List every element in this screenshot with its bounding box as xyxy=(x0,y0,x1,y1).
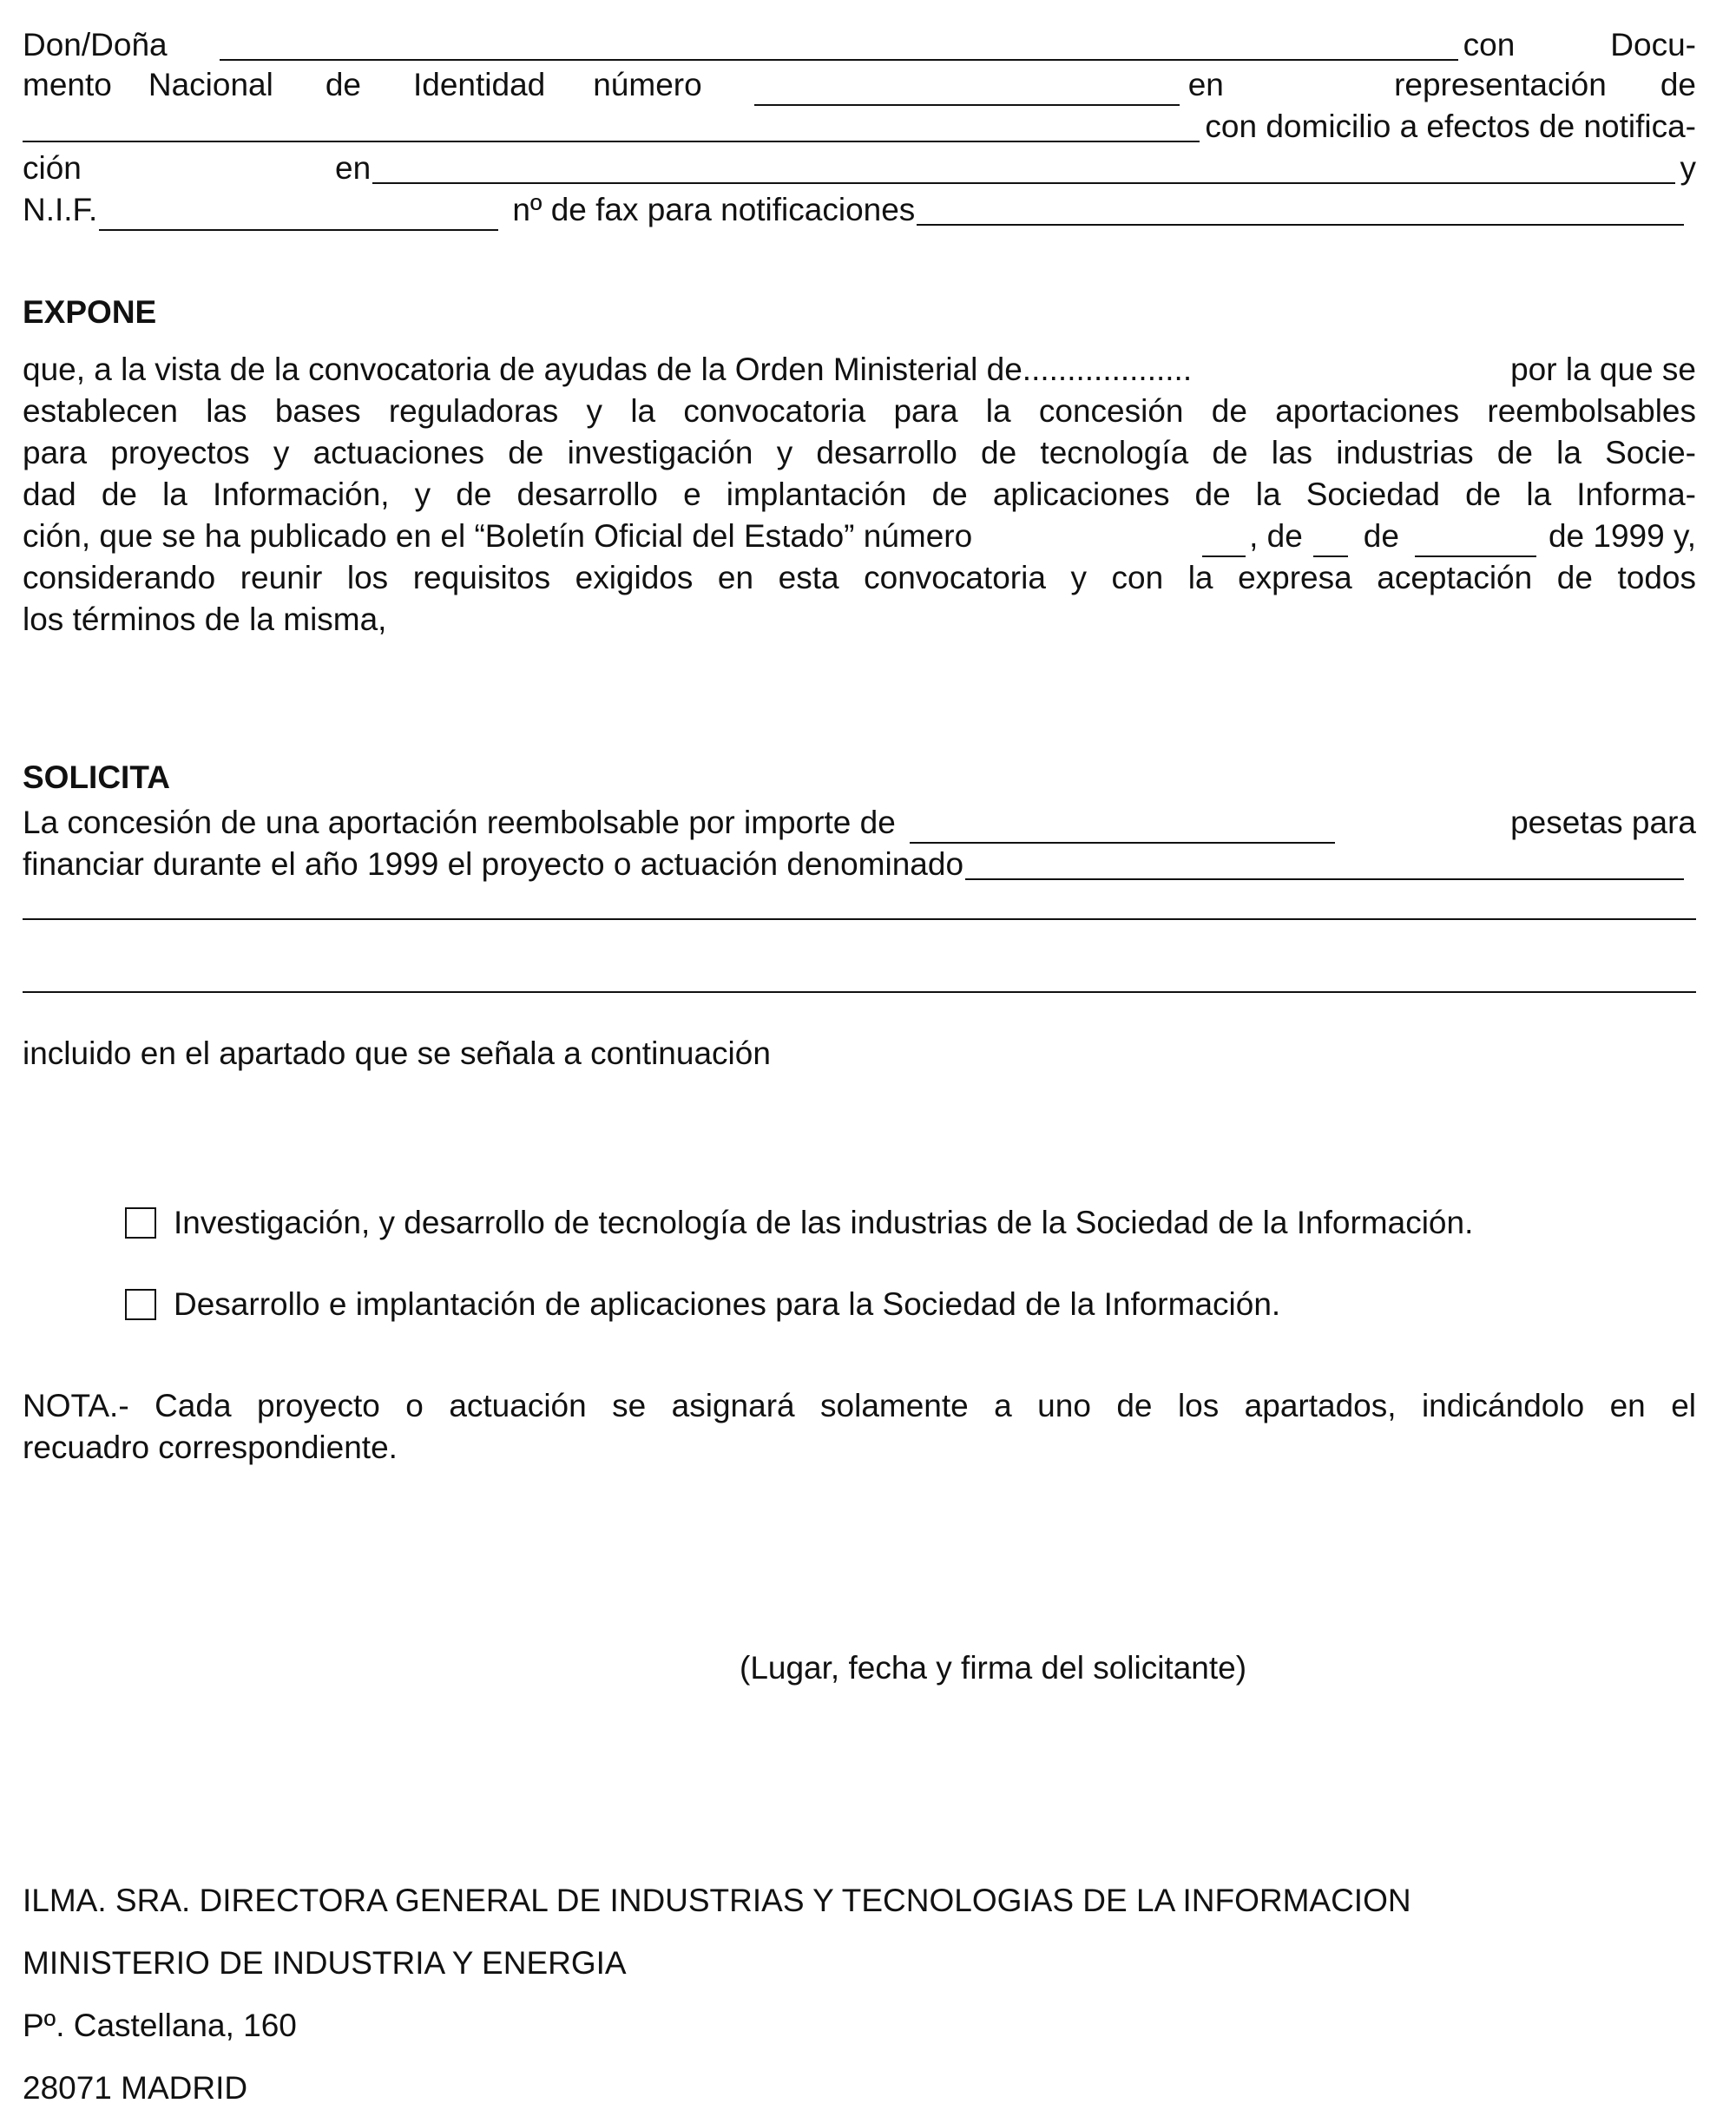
project-name-line-2[interactable] xyxy=(23,918,1696,953)
solicita-line-1 xyxy=(23,802,1696,844)
label-numero: número xyxy=(593,67,702,102)
address-field[interactable] xyxy=(372,151,1674,184)
row-don-dona xyxy=(23,24,1696,66)
address-line-4: 28071 MADRID xyxy=(23,2070,248,2106)
nif-field[interactable] xyxy=(99,203,498,231)
expone-text-5d: de 1999 y, xyxy=(1548,518,1696,554)
label-de-2: de xyxy=(1660,67,1696,102)
row-dni xyxy=(23,64,1696,106)
name-field[interactable] xyxy=(220,28,1458,61)
label-identidad: Identidad xyxy=(412,67,546,102)
expone-text-1a: que, a la vista de la convocatoria de ayudas de la Orden Ministerial de xyxy=(23,352,1023,387)
checkbox-investigacion[interactable] xyxy=(125,1207,156,1239)
address-line-2: MINISTERIO DE INDUSTRIA Y ENERGIA xyxy=(23,1945,627,1981)
project-name-line-3[interactable] xyxy=(23,991,1696,1031)
solicita-text-3: incluido en el apartado que se señala a continuación xyxy=(23,1035,771,1071)
option-investigacion-label: Investigación, y desarrollo de tecnología de las industrias de la Sociedad de la Información. xyxy=(174,1205,1474,1240)
nota-line-1: NOTA.- Cada proyecto o actuación se asignará solamente a uno de los apartados, indicándolo en el xyxy=(23,1388,1696,1423)
row-nif xyxy=(23,189,1696,231)
solicita-line-2 xyxy=(23,844,1696,885)
solicita-text-1a: La concesión de una aportación reembolsable por importe de xyxy=(23,805,896,840)
address-line-1: ILMA. SRA. DIRECTORA GENERAL DE INDUSTRIAS Y TECNOLOGIAS DE LA INFORMACION xyxy=(23,1883,1411,1918)
address-line-3: Pº. Castellana, 160 xyxy=(23,2008,297,2043)
label-cion: ción xyxy=(23,150,82,186)
label-mento: mento xyxy=(23,67,112,102)
label-nif: N.I.F. xyxy=(23,192,98,227)
row-domicilio xyxy=(23,106,1696,148)
representation-field[interactable] xyxy=(23,109,1200,142)
label-domicilio: con domicilio a efectos de notifica- xyxy=(1205,108,1696,144)
expone-line-3: para proyectos y actuaciones de investigación y desarrollo de tecnología de las industrias de la Socie- xyxy=(23,435,1696,470)
expone-line-2: establecen las bases reguladoras y la convocatoria para la concesión de aportaciones reembolsables xyxy=(23,393,1696,429)
label-en-2: en xyxy=(335,150,372,186)
option-investigacion xyxy=(125,1201,1696,1245)
row-notificacion xyxy=(23,148,1696,189)
expone-line-7: los términos de la misma, xyxy=(23,601,387,637)
expone-dots: ................... xyxy=(1022,352,1193,387)
boe-month-field[interactable] xyxy=(1415,529,1536,557)
label-y: y xyxy=(1680,150,1696,186)
fax-field[interactable] xyxy=(917,193,1684,226)
option-desarrollo xyxy=(125,1283,1696,1326)
nota-line-2: recuadro correspondiente. xyxy=(23,1430,398,1465)
expone-line-4: dad de la Información, y de desarrollo e implantación de aplicaciones de la Sociedad de la Informa- xyxy=(23,477,1696,512)
project-name-field[interactable] xyxy=(965,847,1684,880)
signature-label: (Lugar, fecha y firma del solicitante) xyxy=(740,1650,1247,1686)
application-form xyxy=(23,24,1696,2109)
option-desarrollo-label: Desarrollo e implantación de aplicaciones para la Sociedad de la Información. xyxy=(174,1286,1281,1322)
label-representacion: representación xyxy=(1394,67,1607,102)
expone-text-1b: por la que se xyxy=(1510,352,1696,387)
label-de: de xyxy=(325,67,361,102)
label-en: en xyxy=(1187,67,1224,102)
expone-heading: EXPONE xyxy=(23,294,157,330)
expone-text-5a: ción, que se ha publicado en el “Boletín Oficial del Estado” número xyxy=(23,518,973,554)
address-block xyxy=(23,1880,1696,2109)
dni-field[interactable] xyxy=(754,78,1180,106)
boe-number-field[interactable] xyxy=(1202,529,1246,557)
label-don-dona: Don/Doña xyxy=(23,27,168,62)
label-con: con xyxy=(1463,27,1516,62)
label-nacional: Nacional xyxy=(148,67,273,102)
amount-field[interactable] xyxy=(910,816,1335,844)
expone-line-1 xyxy=(23,349,1696,391)
checkbox-desarrollo[interactable] xyxy=(125,1289,156,1320)
solicita-text-1b: pesetas para xyxy=(1510,805,1696,840)
expone-line-5 xyxy=(23,516,1696,557)
expone-text-5c: de xyxy=(1363,518,1399,554)
expone-paragraph xyxy=(23,349,1696,641)
solicita-text-2: financiar durante el año 1999 el proyecto o actuación denominado xyxy=(23,846,964,882)
label-fax: nº de fax para notificaciones xyxy=(512,192,916,227)
label-docu: Docu- xyxy=(1610,27,1696,62)
expone-line-6: considerando reunir los requisitos exigidos en esta convocatoria y con la expresa aceptación de todos xyxy=(23,560,1696,595)
solicita-heading: SOLICITA xyxy=(23,759,170,795)
boe-day-field[interactable] xyxy=(1313,529,1348,557)
expone-text-5b: , de xyxy=(1249,518,1303,554)
